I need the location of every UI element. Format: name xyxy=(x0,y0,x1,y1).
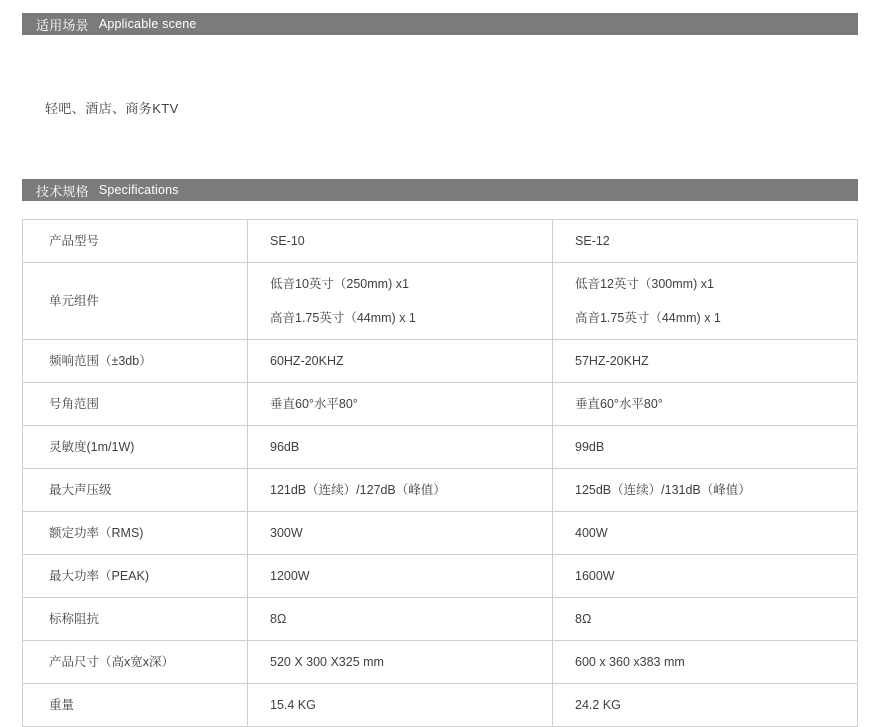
spec-value-cell-model-2 xyxy=(553,555,858,598)
cell-text: SE-12 xyxy=(575,234,610,248)
spec-value-cell-model-2 xyxy=(553,340,858,383)
table-row xyxy=(23,220,858,263)
cell-text: 最大声压级 xyxy=(49,483,112,497)
spec-label-cell xyxy=(23,641,248,684)
cell-text: 产品尺寸（高x宽x深） xyxy=(49,655,175,669)
spec-value-cell-model-1 xyxy=(248,512,553,555)
applicable-scene-header xyxy=(22,13,858,35)
spec-value-cell-model-2 xyxy=(553,220,858,263)
spec-value-cell-model-1 xyxy=(248,684,553,727)
specifications-table-body xyxy=(23,220,858,727)
cell-text: 1600W xyxy=(575,569,615,583)
cell-text: 300W xyxy=(270,526,303,540)
spec-label-cell xyxy=(23,340,248,383)
table-row xyxy=(23,598,858,641)
table-row xyxy=(23,641,858,684)
cell-text: 15.4 KG xyxy=(270,698,316,712)
table-row xyxy=(23,555,858,598)
cell-text: 标称阻抗 xyxy=(49,612,100,626)
spec-value-cell-model-1 xyxy=(248,469,553,512)
spec-value-cell-model-2 xyxy=(553,469,858,512)
applicable-scene-title-cn: 适用场景 xyxy=(36,17,89,33)
cell-text: 高音1.75英寸（44mm) x 1 xyxy=(575,311,721,325)
cell-text: 125dB（连续）/131dB（峰值） xyxy=(575,483,751,497)
spec-value-cell-model-1 xyxy=(248,426,553,469)
cell-text: 400W xyxy=(575,526,608,540)
cell-text: 24.2 KG xyxy=(575,698,621,712)
spec-label-cell xyxy=(23,598,248,641)
spec-label-cell xyxy=(23,383,248,426)
cell-text: 600 x 360 x383 mm xyxy=(575,655,685,669)
specifications-table xyxy=(22,219,858,727)
table-row xyxy=(23,512,858,555)
spec-value-cell-model-2 xyxy=(553,641,858,684)
cell-text: 号角范围 xyxy=(49,397,100,411)
applicable-scene-title-en: Applicable scene xyxy=(98,17,197,31)
spec-value-cell-model-1 xyxy=(248,340,553,383)
table-row xyxy=(23,469,858,512)
cell-text: 最大功率（PEAK) xyxy=(49,569,150,583)
spec-value-cell-model-2 xyxy=(553,684,858,727)
table-row xyxy=(23,263,858,340)
spec-value-cell-model-1 xyxy=(248,383,553,426)
spec-label-cell xyxy=(23,469,248,512)
spec-value-cell-model-2 xyxy=(553,383,858,426)
specifications-title-cn: 技术规格 xyxy=(36,183,89,199)
cell-text: 8Ω xyxy=(575,612,592,626)
table-row xyxy=(23,340,858,383)
cell-text: 低音12英寸（300mm) x1 xyxy=(575,277,714,291)
cell-text: 57HZ-20KHZ xyxy=(575,354,649,368)
spec-label-cell xyxy=(23,684,248,727)
cell-text: SE-10 xyxy=(270,234,305,248)
cell-text: 频响范围（±3db） xyxy=(49,354,152,368)
spec-label-cell xyxy=(23,512,248,555)
spec-label-cell xyxy=(23,555,248,598)
table-row xyxy=(23,383,858,426)
specifications-header xyxy=(22,179,858,201)
applicable-scene-text: 轻吧、酒店、商务KTV xyxy=(45,101,179,116)
spec-value-cell-model-2 xyxy=(553,426,858,469)
cell-text: 121dB（连续）/127dB（峰值） xyxy=(270,483,446,497)
cell-text: 520 X 300 X325 mm xyxy=(270,655,384,669)
cell-text: 重量 xyxy=(49,698,75,712)
table-row xyxy=(23,426,858,469)
cell-text: 8Ω xyxy=(270,612,287,626)
cell-text: 高音1.75英寸（44mm) x 1 xyxy=(270,311,416,325)
spec-value-cell-model-1 xyxy=(248,598,553,641)
spec-label-cell xyxy=(23,220,248,263)
spec-value-cell-model-1 xyxy=(248,263,553,340)
cell-text: 单元组件 xyxy=(49,294,100,308)
spec-value-cell-model-2 xyxy=(553,512,858,555)
spec-value-cell-model-2 xyxy=(553,263,858,340)
cell-text: 60HZ-20KHZ xyxy=(270,354,344,368)
specifications-title-en: Specifications xyxy=(98,183,179,197)
spec-value-cell-model-2 xyxy=(553,598,858,641)
table-row xyxy=(23,684,858,727)
spec-label-cell xyxy=(23,263,248,340)
cell-text: 额定功率（RMS) xyxy=(49,526,144,540)
cell-text: 1200W xyxy=(270,569,310,583)
spec-label-cell xyxy=(23,426,248,469)
cell-text: 灵敏度(1m/1W) xyxy=(49,440,135,454)
spec-value-cell-model-1 xyxy=(248,641,553,684)
cell-text: 96dB xyxy=(270,440,300,454)
cell-text: 低音10英寸（250mm) x1 xyxy=(270,277,409,291)
spec-value-cell-model-1 xyxy=(248,555,553,598)
cell-text: 99dB xyxy=(575,440,605,454)
cell-text: 垂直60°水平80° xyxy=(575,397,663,411)
spec-value-cell-model-1 xyxy=(248,220,553,263)
cell-text: 产品型号 xyxy=(49,234,100,248)
cell-text: 垂直60°水平80° xyxy=(270,397,358,411)
